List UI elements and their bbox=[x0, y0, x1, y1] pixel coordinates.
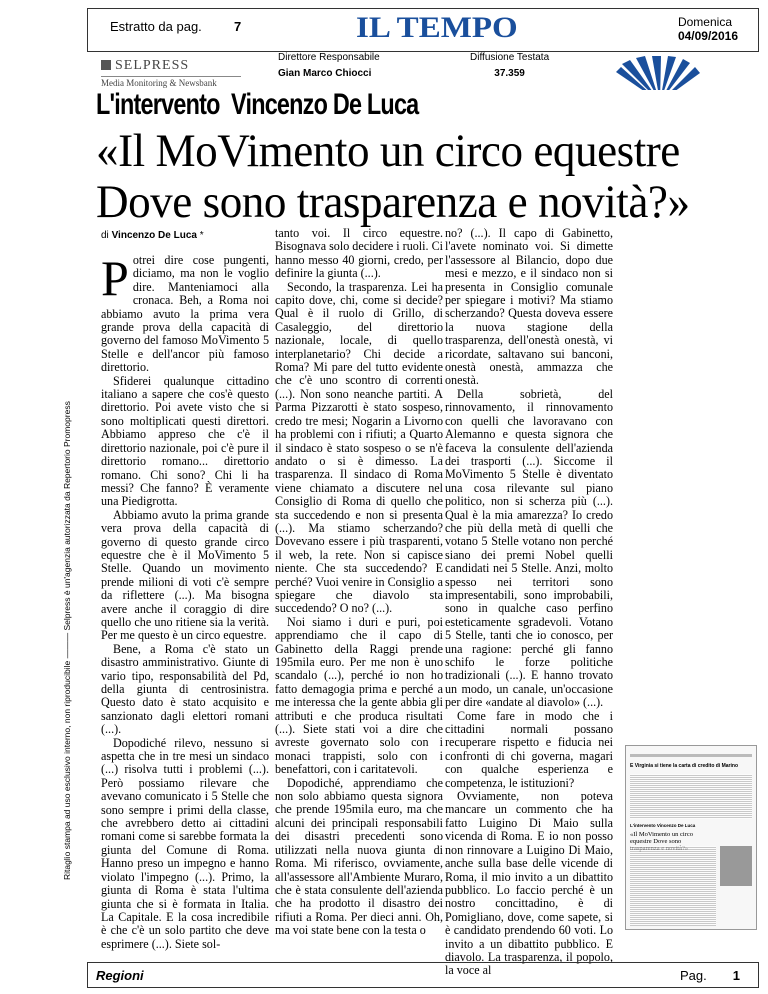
thumbnail-text-block bbox=[630, 846, 716, 926]
paragraph: Secondo, la trasparenza. Lei ha capito dove, chi, come si decide? Qual è il ruolo di Grillo, di Casaleggio, del direttorio nazionale, locale, di quello interplanetario? Chi decide a Roma? Mi pare del tutto evidente che c'è uno scontro di correnti (...). Non sono neanche partiti. A Parma Pizzarotti è stato sospeso, credo tre mesi; Nogarin a Livorno ha problemi con i rifiuti; a Quarto il sindaco è stato sospeso o se n'è andato o si è dimesso. La trasparenza. Il sindaco di Roma viene chiamato a discutere nel Consiglio di Roma di quello che sta succedendo e non si presenta (...). Ma stiamo scherzando? Dovevano essere i più trasparenti, il web, la rete. Non si capisce niente. Che sta succedendo? E perché? Vuoi venire in Consiglio a spiegare che diavolo sta succedendo? O no? (...). bbox=[275, 279, 443, 616]
paragraph: Noi siamo i duri e puri, poi apprendiamo che il capo di Gabinetto della Raggi prende 195mila euro. Per me non è uno scandalo (...), perché io non ho fatto demagogia prima e perché a me interessa che la gente abbia gli attributi e che produca risultati (...). Siete stati voi a dire che avreste governato solo con i monaci trappisti, solo con i benefattori, con i caritatevoli. bbox=[275, 614, 443, 777]
footer-section: Regioni bbox=[96, 968, 144, 983]
extract-page: 7 bbox=[234, 19, 242, 34]
paragraph: Dopodiché rilevo, nessuno si aspetta che in tre mesi un sindaco (...) risolva tutti i problemi (...). Però possiamo rilevare che avevano comunicato i 5 Stelle che sono sempre i primi della classe, che avrebbero detto ai cittadini romani come si sarebbe formata la giunta del Comune di Roma. Hanno preso un impegno e hanno violato l'impegno (...). Primo, la giunta di Roma è stata l'ultima giunta che si è formata in Italia. La Capitale. E la cosa incredibile è che c'è un solo partito che deve esprimere (...). Siete sol- bbox=[101, 735, 269, 951]
footer-page-number: 1 bbox=[732, 968, 740, 983]
paragraph: Dopodiché, apprendiamo che non solo abbiamo questa signora che prende 195mila euro, ma che alcuni dei principali responsabili dei disastri precedenti sono utilizzati nella nuova giunta di Roma. Mi riferisco, ovviamente, all'assessore all'Ambiente Muraro, che è stata consulente dell'azienda che ha prodotto il disastro dei rifiuti a Roma. Per dieci anni. Oh, ma voi state bene con la testa o bbox=[275, 775, 443, 938]
page-thumbnail bbox=[625, 745, 757, 930]
byline-suffix: * bbox=[196, 230, 204, 241]
headline-line-1: «Il MoVimento un circo equestre bbox=[96, 125, 680, 177]
thumbnail-text-block bbox=[630, 774, 752, 819]
paragraph: Come fare in modo che i cittadini normali possano recuperare rispetto e fiducia nei confronti di chi governa, magari con qualche esperienza e competenza, le istituzioni? bbox=[445, 708, 613, 790]
circulation-info bbox=[470, 52, 549, 79]
article-byline bbox=[101, 230, 204, 241]
director-label: Direttore Responsabile bbox=[278, 52, 380, 63]
director-info bbox=[278, 52, 380, 79]
thumbnail-kicker: L'intervento Vincenzo De Luca bbox=[630, 823, 696, 828]
selpress-logo bbox=[101, 58, 241, 88]
thumbnail-headline: «Il MoVimento un circo equestre Dove sono bbox=[630, 831, 693, 845]
headline-line-2: Dove sono trasparenza e novità?» bbox=[96, 176, 690, 228]
newspaper-logo: IL TEMPO bbox=[356, 11, 518, 44]
kicker-label: L'intervento bbox=[96, 88, 220, 121]
footer-page-label: Pag. bbox=[680, 968, 707, 983]
circulation-fan-icon bbox=[612, 56, 707, 104]
article-column-3 bbox=[445, 227, 613, 978]
paragraph: tanto voi. Il circo equestre. Bisognava solo decidere i ruoli. Ci hanno messo 40 giorni, credo, per definire la giunta (...). bbox=[275, 226, 443, 281]
circulation-value: 37.359 bbox=[494, 68, 525, 79]
footer-bar bbox=[87, 962, 759, 988]
kicker-author: Vincenzo De Luca bbox=[231, 88, 419, 121]
selpress-name: SELPRESS bbox=[115, 58, 190, 73]
drop-cap: P bbox=[101, 250, 129, 306]
circulation-label: Diffusione Testata bbox=[470, 52, 550, 63]
paragraph: Ovviamente, non poteva mancare un commento che ha fatto Luigino Di Maio sulla vicenda di Roma. E io non posso non rinnovare a Luigino Di Maio, anche sulla base delle vicende di Roma, il mio invito a un dibattito pubblico. Lo faccio perché è un nostro concittadino, è di Pomigliano, dove, come sapete, si è candidato prendendo 60 voti. Lo invito a un dibattito pubblico. E diavolo. La trasparenza, il popolo, la voce al bbox=[445, 789, 613, 978]
paragraph: Bene, a Roma c'è stato un disastro amministrativo. Giunte di vario tipo, responsabilità del Pd, della giunta di centrosinistra. Questo dato è stato acquisito e sanzionato dagli elettori romani (...). bbox=[101, 641, 269, 737]
thumbnail-rule bbox=[630, 754, 752, 757]
side-disclaimer bbox=[58, 240, 78, 880]
article-column-2 bbox=[275, 227, 443, 938]
byline-prefix: di bbox=[101, 230, 112, 241]
extract-label: Estratto da pag. bbox=[110, 19, 202, 34]
thumbnail-top-headline: E Virginia si tiene la carta di credito di Marino bbox=[630, 763, 738, 769]
paragraph: otrei dire cose pungenti, diciamo, ma non le voglio dire. Manteniamoci alla cronaca. Beh, a Roma noi abbiamo avuto la prima vera grande prova della capacità di governo del famoso MoVimento 5 Stelle e dell'ancor più famoso direttorio. bbox=[101, 253, 269, 375]
article-kicker bbox=[96, 88, 418, 122]
thumbnail-photo bbox=[720, 846, 752, 886]
side-disclaimer-text: Ritaglio stampa ad uso esclusivo interno, non riproducibile ——— Selpress è un'agenzia autorizzata da Repertorio Promopress bbox=[62, 401, 72, 880]
article-headline bbox=[96, 126, 739, 228]
selpress-tagline: Media Monitoring & Newsbank bbox=[101, 76, 241, 88]
article-column-1 bbox=[101, 250, 269, 951]
byline-author: Vincenzo De Luca bbox=[111, 230, 197, 241]
paragraph: Sfiderei qualunque cittadino italiano a sapere che cos'è questo direttorio. Poi avete visto che si sono moltiplicati questi direttori. Abbiamo appreso che c'è il direttorio nazionale, poi c'è pure il direttorio romano... direttorio romano. Chi sono? Chi li ha messi? Che fanno? È veramente una Piedigrotta. bbox=[101, 373, 269, 509]
issue-date: 04/09/2016 bbox=[677, 29, 738, 43]
director-name: Gian Marco Chiocci bbox=[278, 68, 372, 79]
paragraph: no? (...). Il capo di Gabinetto, l'avete nominato voi. Si dimette l'assessore al Bilancio, dopo due mesi e mezzo, e il sindaco non si presenta in Consiglio comunale per spiegare i motivi? Ma stiamo scherzando? Questa doveva essere la nuova stagione della trasparenza, dell'onestà onestà, vi ricordate, saltavano sui banconi, onestà onestà, ammazza che onestà. bbox=[445, 226, 613, 388]
header-bar bbox=[87, 8, 759, 52]
paragraph: Abbiamo avuto la prima grande vera prova della capacità di governo di questo grande circo equestre che è il MoVimento 5 Stelle. Quando un movimento prende milioni di voti c'è sempre da riflettere (...). Ma bisogna avere anche il coraggio di dire quello che uno ritiene sia la verità. Per me questo è un circo equestre. bbox=[101, 507, 269, 643]
paragraph: Della sobrietà, del rinnovamento, il rinnovamento con quelli che lavoravano con Alemanno e questa signora che faceva la consulente dell'azienda dei trasporti (...). Siccome il MoVimento 5 Stelle è diventato una cosa rilevante sul piano politico, non si scherza più (...). Qual è la mia amarezza? Io credo che più della metà di quelli che votano 5 Stelle votano non perché siano dei premi Nobel quelli candidati nei 5 Stelle. Anzi, molto spesso nei territori sono impresentabili, sono improbabili, sono in qualche caso perfino esteticamente sgradevoli. Votano 5 Stelle, tanti che io conosco, per una ragione: perché gli fanno schifo le forze politiche tradizionali (...). E hanno trovato un modo, un canale, un'occasione per dire «andate al diavolo» (...). bbox=[445, 386, 613, 710]
issue-day: Domenica bbox=[677, 15, 732, 29]
selpress-square-icon bbox=[101, 60, 111, 70]
